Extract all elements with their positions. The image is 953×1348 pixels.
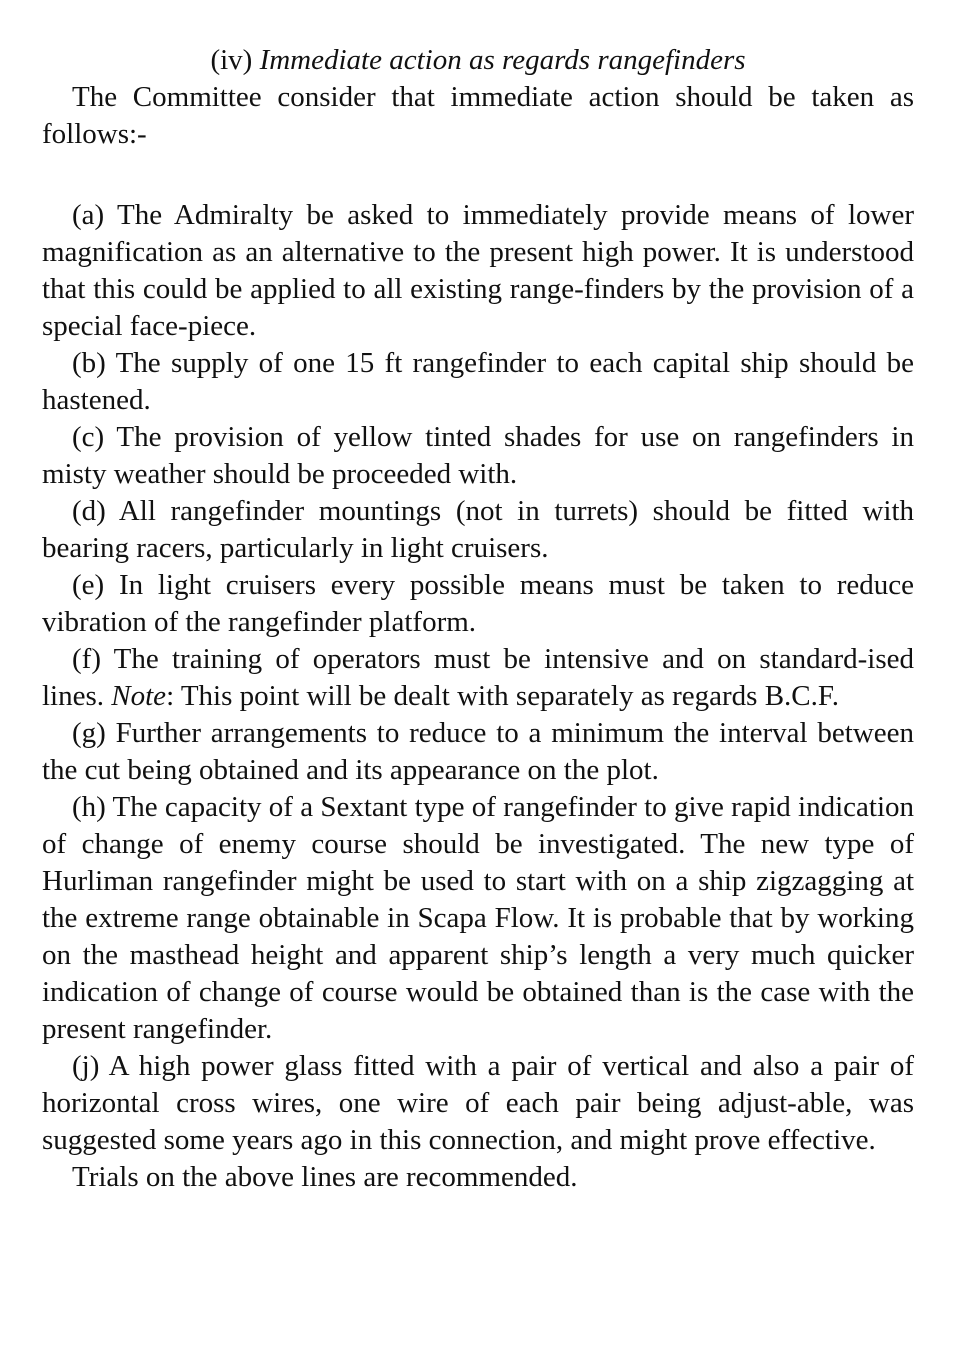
item-e: (e) In light cruisers every possible means must be taken to reduce vibration of the rangefinder platform. (42, 569, 914, 638)
document-page (42, 42, 914, 1196)
item-a: (a) The Admiralty be asked to immediately provide means of lower magnification as an alternative to the present high power. It is understood that this could be applied to all existing range-finders by the provision of a special face-piece. (42, 199, 914, 342)
section-heading (42, 42, 914, 79)
item-c: (c) The provision of yellow tinted shades for use on rangefinders in misty weather should be proceeded with. (42, 421, 914, 490)
item-b: (b) The supply of one 15 ft rangefinder to each capital ship should be hastened. (42, 347, 914, 416)
item-f-text: (f) The training of operators must be intensive and on standard-ised lines. (42, 643, 914, 712)
item-f (42, 641, 914, 715)
paragraph-gap (42, 153, 914, 197)
closing-paragraph: Trials on the above lines are recommended. (72, 1161, 578, 1193)
item-f-note-label: Note (111, 680, 167, 712)
item-f-note-text: : This point will be dealt with separately as regards B.C.F. (166, 680, 839, 712)
item-g: (g) Further arrangements to reduce to a minimum the interval between the cut being obtained and its appearance on the plot. (42, 717, 914, 786)
section-number: (iv) (210, 44, 253, 76)
item-j: (j) A high power glass fitted with a pair of vertical and also a pair of horizontal cross wires, one wire of each pair being adjust-able, was suggested some years ago in this connection, and might prove effective. (42, 1050, 914, 1156)
item-h: (h) The capacity of a Sextant type of rangefinder to give rapid indication of change of enemy course should be investigated. The new type of Hurliman rangefinder might be used to start with on a ship zigzagging at the extreme range obtainable in Scapa Flow. It is probable that by working on the masthead height and apparent ship’s length a very much quicker indication of change of course would be obtained than is the case with the present rangefinder. (42, 791, 914, 1045)
item-d: (d) All rangefinder mountings (not in turrets) should be fitted with bearing racers, particularly in light cruisers. (42, 495, 914, 564)
section-title: Immediate action as regards rangefinders (259, 44, 746, 76)
intro-paragraph: The Committee consider that immediate action should be taken as follows:- (42, 81, 914, 150)
